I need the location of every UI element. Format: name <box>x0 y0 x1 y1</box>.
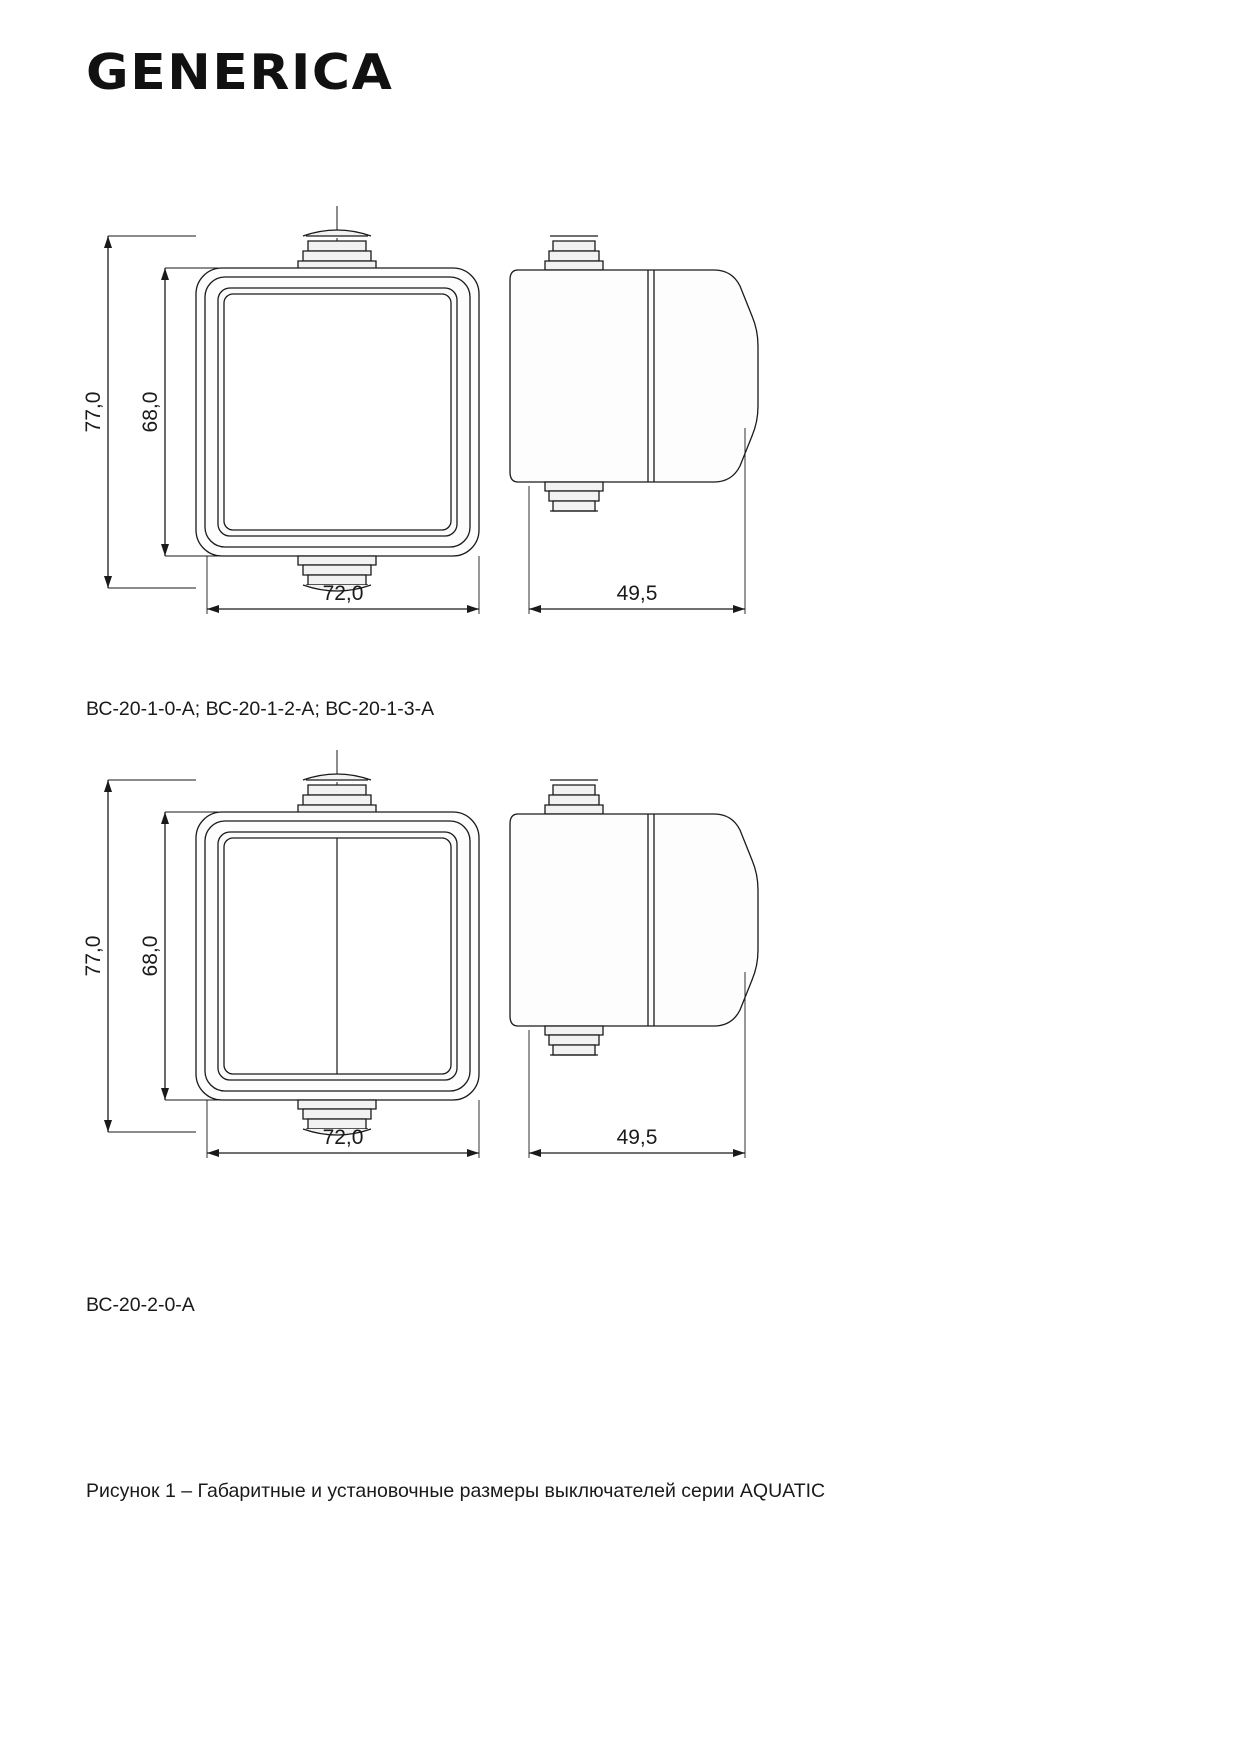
figure-2-caption: ВС-20-2-0-А <box>86 1294 195 1316</box>
figure-1-caption: ВС-20-1-0-А; ВС-20-1-2-А; ВС-20-1-3-А <box>86 698 435 720</box>
svg-text:77,0: 77,0 <box>82 391 105 433</box>
svg-text:72,0: 72,0 <box>322 1126 364 1149</box>
svg-text:72,0: 72,0 <box>322 582 364 605</box>
brand-logo: GENERICA <box>86 44 394 101</box>
figure-switch-two-gang <box>0 740 1239 1160</box>
svg-text:68,0: 68,0 <box>139 391 162 433</box>
cable-gland-top <box>298 774 376 814</box>
svg-text:49,5: 49,5 <box>616 582 658 605</box>
figure-1-drawing <box>0 196 1239 616</box>
side-view-body <box>510 236 758 511</box>
figure-switch-one-gang <box>0 196 1239 616</box>
svg-text:77,0: 77,0 <box>82 935 105 977</box>
svg-text:49,5: 49,5 <box>616 1126 658 1149</box>
side-view-body <box>510 780 758 1055</box>
figure-2-drawing <box>0 740 1239 1160</box>
cable-gland-top <box>298 230 376 270</box>
figure-note: Рисунок 1 – Габаритные и установочные размеры выключателей серии AQUATIC <box>86 1480 826 1502</box>
svg-text:68,0: 68,0 <box>139 935 162 977</box>
